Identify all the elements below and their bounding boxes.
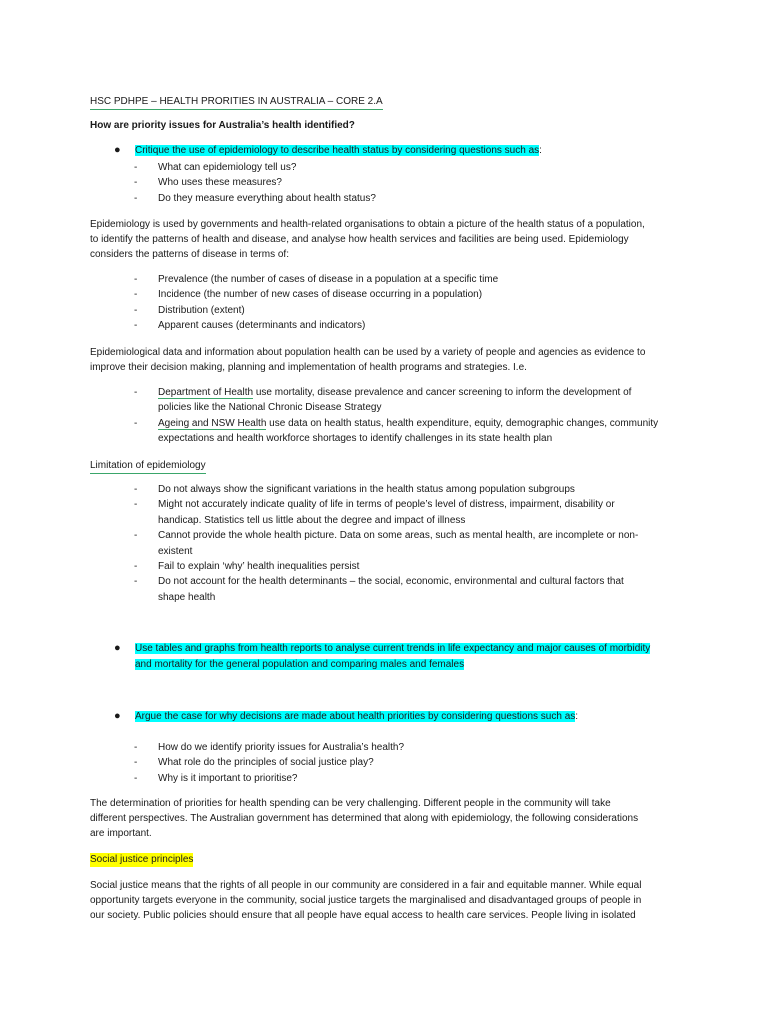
bullet-3-text: Argue the case for why decisions are made about health priorities by considering questions such as	[135, 711, 576, 722]
paragraph-epidemiology: Epidemiology is used by governments and health-related organisations to obtain a picture of the health status of a population, to identify the patterns of health and disease, and analyse how health services and facilities are being used. Epidemiology considers the patterns of disease in terms of:	[90, 219, 645, 260]
bullet-3-questions	[134, 740, 694, 786]
disease-patterns-list	[134, 272, 694, 334]
agencies-list	[134, 385, 694, 447]
list-item: - Apparent causes (determinants and indicators)	[134, 320, 366, 332]
list-item: - What can epidemiology tell us?	[134, 162, 297, 173]
bullet-1-questions	[134, 160, 694, 206]
list-item: - Ageing and NSW Health use data on health status, health expenditure, equity, demographic changes, community expectations and health workforce shortages to identify challenges in its state health plan	[134, 417, 659, 445]
paragraph-priorities: The determination of priorities for health spending can be very challenging. Different people in the community will take different perspectives. The Australian government has determined that along with epidemiology, the following considerations are important.	[90, 798, 639, 839]
list-item: - Incidence (the number of new cases of disease occurring in a population)	[134, 289, 483, 301]
list-item: - Might not accurately indicate quality of life in terms of people’s level of distress, impairment, disability or handicap. Statistics tell us little about the degree and impact of illness	[134, 499, 615, 526]
limitations-list	[134, 482, 694, 605]
link-department-of-health: Department of Health	[158, 387, 254, 398]
bullet-dot-icon: ●	[114, 642, 121, 654]
list-item: - Cannot provide the whole health picture. Data on some areas, such as mental health, are incomplete or non- existent	[134, 530, 639, 557]
list-item: - Do not always show the significant variations in the health status among population subgroups	[134, 484, 575, 495]
bullet-dot-icon: ●	[114, 144, 121, 156]
bullet-3: ● Argue the case for why decisions are made about health priorities by considering questions such as:	[114, 710, 579, 722]
list-item: - Distribution (extent)	[134, 304, 245, 316]
bullet-1-text: Critique the use of epidemiology to describe health status by considering questions such as	[135, 145, 540, 156]
social-justice-heading-block	[90, 852, 690, 867]
doc-title: HSC PDHPE – HEALTH PRORITIES IN AUSTRALIA – CORE 2.A	[90, 95, 383, 110]
list-item: - Do not account for the health determinants – the social, economic, environmental and cultural factors that shape health	[134, 576, 624, 603]
bullet-1: ● Critique the use of epidemiology to describe health status by considering questions such as:	[114, 144, 542, 156]
title-block	[90, 94, 690, 110]
list-item: - Do they measure everything about health status?	[134, 192, 376, 204]
list-item: - How do we identify priority issues for Australia’s health?	[134, 742, 405, 753]
list-item: - What role do the principles of social justice play?	[134, 757, 374, 769]
list-item: - Who uses these measures?	[134, 177, 282, 189]
limitation-heading-block	[90, 458, 690, 474]
section-question: How are priority issues for Australia’s health identified?	[90, 120, 355, 131]
bullet-2: ● Use tables and graphs from health reports to analyse current trends in life expectancy and major causes of morbidity and mortality for the general population and comparing males and females	[114, 642, 651, 670]
list-item: - Department of Health use mortality, disease prevalence and cancer screening to inform the development of policies like the National Chronic Disease Strategy	[134, 387, 632, 414]
list-item: - Why is it important to prioritise?	[134, 772, 298, 784]
paragraph-data-usage: Epidemiological data and information about population health can be used by a variety of people and agencies as evidence to improve their decision making, planning and implementation of health programs and strategies. I.e.	[90, 347, 646, 373]
list-item: - Prevalence (the number of cases of disease in a population at a specific time	[134, 274, 499, 285]
list-item: - Fail to explain ‘why’ health inequalities persist	[134, 561, 360, 573]
social-justice-heading: Social justice principles	[90, 854, 194, 865]
link-ageing-nsw-health: Ageing and NSW Health	[158, 417, 267, 429]
paragraph-social-justice: Social justice means that the rights of all people in our community are considered in a fair and equitable manner. While equal opportunity targets everyone in the community, social justice targets the marginalised and disadvantaged groups of people in our society. Public policies should ensure that all people have equal access to health care services. People living in isolated	[90, 880, 642, 921]
bullet-dot-icon: ●	[114, 710, 121, 722]
limitation-heading: Limitation of epidemiology	[90, 459, 206, 474]
